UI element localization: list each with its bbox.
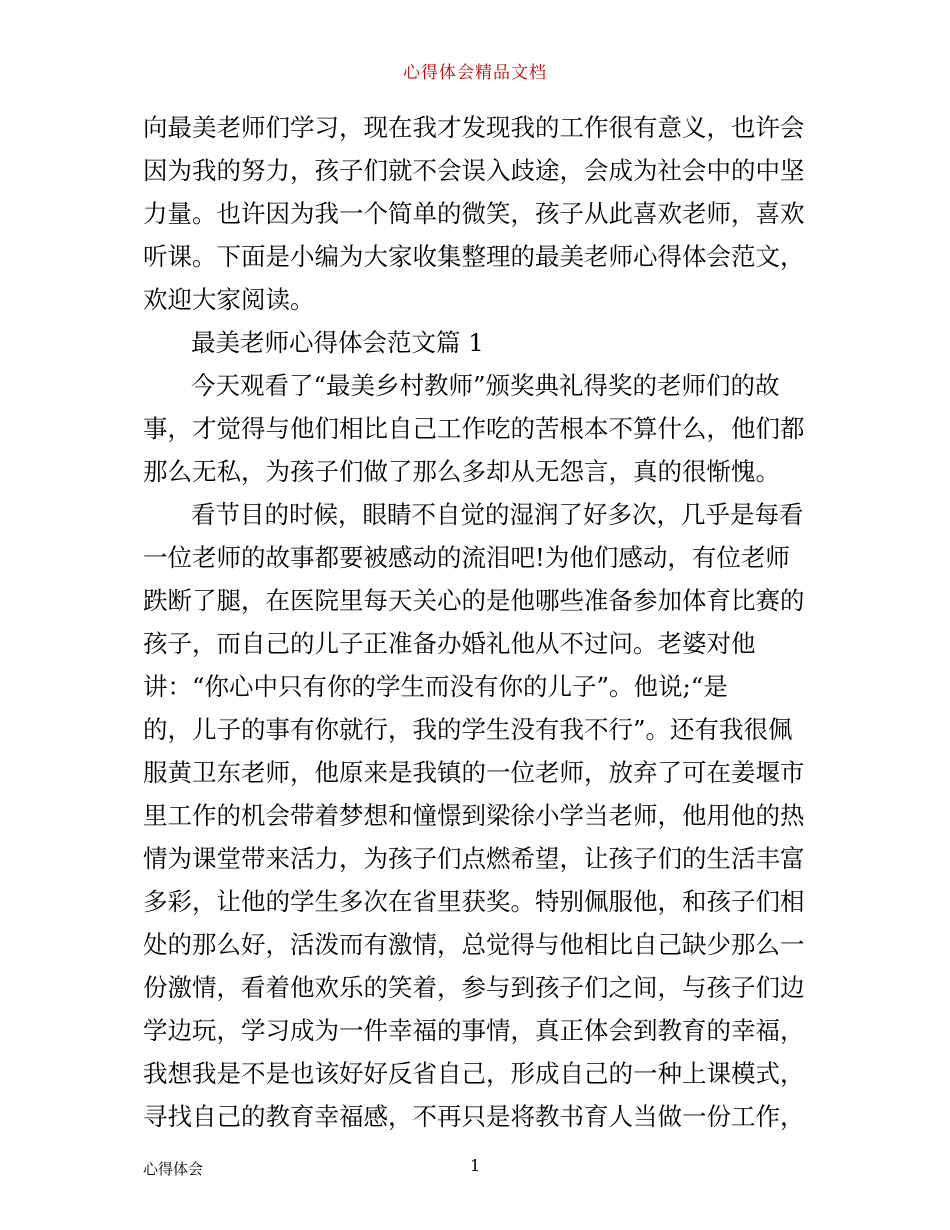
text-line: 我想我是不是也该好好反省自己，形成自己的一种上课模式，: [143, 1059, 805, 1088]
text-line: 多彩，让他的学生多次在省里获奖。特别佩服他，和孩子们相: [143, 887, 805, 916]
text-line: 的，儿子的事有你就行，我的学生没有我不行”。还有我很佩: [143, 715, 793, 744]
text-line: 事，才觉得与他们相比自己工作吃的苦根本不算什么，他们都: [143, 414, 805, 443]
text-line: 力量。也许因为我一个简单的微笑，孩子从此喜欢老师，喜欢: [143, 199, 805, 228]
document-header-title: 心得体会精品文档: [403, 63, 547, 83]
text-line: 情为课堂带来活力，为孩子们点燃希望，让孩子们的生活丰富: [143, 844, 805, 873]
text-line: 因为我的努力，孩子们就不会误入歧途，会成为社会中的中坚: [143, 156, 805, 185]
text-line: 里工作的机会带着梦想和憧憬到梁徐小学当老师，他用他的热: [143, 801, 805, 830]
text-line: 欢迎大家阅读。: [143, 285, 315, 314]
document-body: [143, 106, 813, 1138]
text-line: 寻找自己的教育幸福感，不再只是将教书育人当做一份工作，: [143, 1102, 805, 1131]
paragraph-first-line: 今天观看了“最美乡村教师”颁奖典礼得奖的老师们的故: [191, 371, 780, 400]
text-line: 那么无私，为孩子们做了那么多却从无怨言，真的很惭愧。: [143, 457, 780, 486]
text-line: 孩子，而自己的儿子正准备办婚礼他从不过问。老婆对他: [143, 629, 756, 658]
text-line: 跌断了腿，在医院里每天关心的是他哪些准备参加体育比赛的: [143, 586, 805, 615]
text-line: 听课。下面是小编为大家收集整理的最美老师心得体会范文，: [143, 242, 805, 271]
text-line: 处的那么好，活泼而有激情，总觉得与他相比自己缺少那么一: [143, 930, 805, 959]
text-line: 讲：“你心中只有你的学生而没有你的儿子”。他说;“是: [143, 672, 728, 701]
text-line: 向最美老师们学习，现在我才发现我的工作很有意义，也许会: [143, 113, 805, 142]
text-line: 服黄卫东老师，他原来是我镇的一位老师，放弃了可在姜堰市: [143, 758, 805, 787]
text-line: 一位老师的故事都要被感动的流泪吧!为他们感动，有位老师: [143, 543, 790, 572]
paragraph-first-line: 看节目的时候，眼睛不自觉的湿润了好多次，几乎是每看: [191, 500, 804, 529]
section-heading: 最美老师心得体会范文篇 1: [191, 328, 484, 357]
page-number: 1: [470, 1156, 481, 1175]
text-line: 份激情，看着他欢乐的笑着，参与到孩子们之间，与孩子们边: [143, 973, 805, 1002]
text-line: 学边玩，学习成为一件幸福的事情，真正体会到教育的幸福，: [143, 1016, 805, 1045]
footer-label: 心得体会: [143, 1160, 204, 1178]
